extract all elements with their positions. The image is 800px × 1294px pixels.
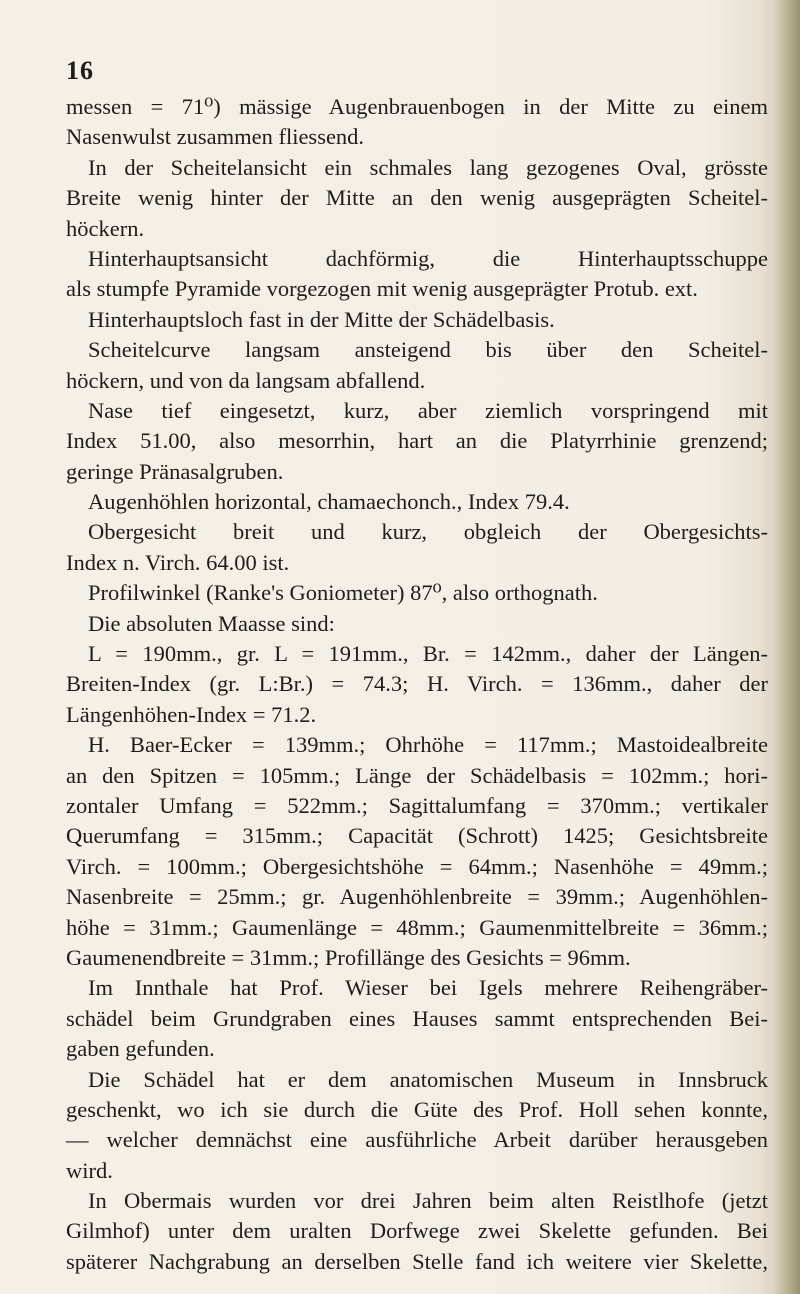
text-line: Längenhöhen-Index = 71.2.: [66, 701, 317, 727]
text-line: höckern.: [66, 215, 145, 241]
text-line: Breiten-Index (gr. L:Br.) = 74.3; H. Virch. = 136mm., daher der: [66, 671, 768, 697]
text-line: messen = 71⁰) mässige Augenbrauenbogen in der Mitte zu einem: [66, 94, 768, 119]
text-line: Die absoluten Maasse sind:: [88, 610, 335, 636]
text-line: schädel beim Grundgraben eines Hauses sammt entsprechenden Bei-: [66, 1005, 768, 1031]
text-line: als stumpfe Pyramide vorgezogen mit wenig ausgeprägter Protub. ext.: [66, 276, 698, 302]
text-line: höhe = 31mm.; Gaumenlänge = 48mm.; Gaumenmittelbreite = 36mm.;: [66, 914, 768, 940]
page-number: 16: [66, 56, 94, 85]
text-line: In Obermais wurden vor drei Jahren beim alten Reistlhofe (jetzt: [88, 1188, 768, 1214]
text-line: Nasenwulst zusammen fliessend.: [66, 124, 365, 150]
text-line: Profilwinkel (Ranke's Goniometer) 87⁰, also orthognath.: [88, 580, 598, 606]
text-line: Index n. Virch. 64.00 ist.: [66, 549, 290, 575]
text-line: Hinterhauptsansicht dachförmig, die Hinterhauptsschuppe: [88, 245, 768, 271]
text-line: Index 51.00, also mesorrhin, hart an die Platyrrhinie grenzend;: [66, 428, 768, 454]
text-line: gaben gefunden.: [66, 1036, 215, 1062]
text-line: zontaler Umfang = 522mm.; Sagittalumfang = 370mm.; vertikaler: [66, 792, 768, 818]
text-line: wird.: [66, 1157, 113, 1183]
text-line: In der Scheitelansicht ein schmales lang gezogenes Oval, grösste: [88, 154, 768, 180]
text-line: höckern, und von da langsam abfallend.: [66, 367, 426, 393]
text-line: Gilmhof) unter dem uralten Dorfwege zwei Skelette gefunden. Bei: [66, 1218, 768, 1244]
text-line: H. Baer-Ecker = 139mm.; Ohrhöhe = 117mm.; Mastoidealbreite: [88, 732, 768, 758]
text-line: Im Innthale hat Prof. Wieser bei Igels mehrere Reihengräber-: [88, 975, 768, 1001]
text-line: an den Spitzen = 105mm.; Länge der Schädelbasis = 102mm.; hori-: [66, 762, 768, 788]
text-line: späterer Nachgrabung an derselben Stelle fand ich weitere vier Skelette,: [66, 1248, 768, 1274]
text-line: Die Schädel hat er dem anatomischen Museum in Innsbruck: [88, 1066, 768, 1092]
text-line: L = 190mm., gr. L = 191mm., Br. = 142mm., daher der Längen-: [88, 641, 768, 667]
text-line: Querumfang = 315mm.; Capacität (Schrott) 1425; Gesichtsbreite: [66, 823, 768, 849]
text-line: Virch. = 100mm.; Obergesichtshöhe = 64mm.; Nasenhöhe = 49mm.;: [66, 853, 768, 879]
text-line: geringe Pränasalgruben.: [66, 458, 284, 484]
text-line: Nasenbreite = 25mm.; gr. Augenhöhlenbreite = 39mm.; Augenhöhlen-: [66, 884, 768, 910]
text-line: Breite wenig hinter der Mitte an den wenig ausgeprägten Scheitel-: [66, 185, 768, 211]
text-line: geschenkt, wo ich sie durch die Güte des Prof. Holl sehen konnte,: [66, 1096, 768, 1122]
text-line: Obergesicht breit und kurz, obgleich der Obergesichts-: [88, 519, 768, 545]
text-line: — welcher demnächst eine ausführliche Arbeit darüber herausgeben: [66, 1127, 768, 1153]
body-text: [66, 92, 768, 1277]
text-line: Gaumenendbreite = 31mm.; Profillänge des Gesichts = 96mm.: [66, 944, 631, 970]
text-line: Augenhöhlen horizontal, chamaechonch., Index 79.4.: [88, 489, 570, 515]
text-line: Scheitelcurve langsam ansteigend bis über den Scheitel-: [88, 337, 768, 363]
text-line: Hinterhauptsloch fast in der Mitte der Schädelbasis.: [88, 306, 555, 332]
text-line: Nase tief eingesetzt, kurz, aber ziemlich vorspringend mit: [88, 397, 768, 423]
page-gutter-shadow: [774, 0, 800, 1294]
